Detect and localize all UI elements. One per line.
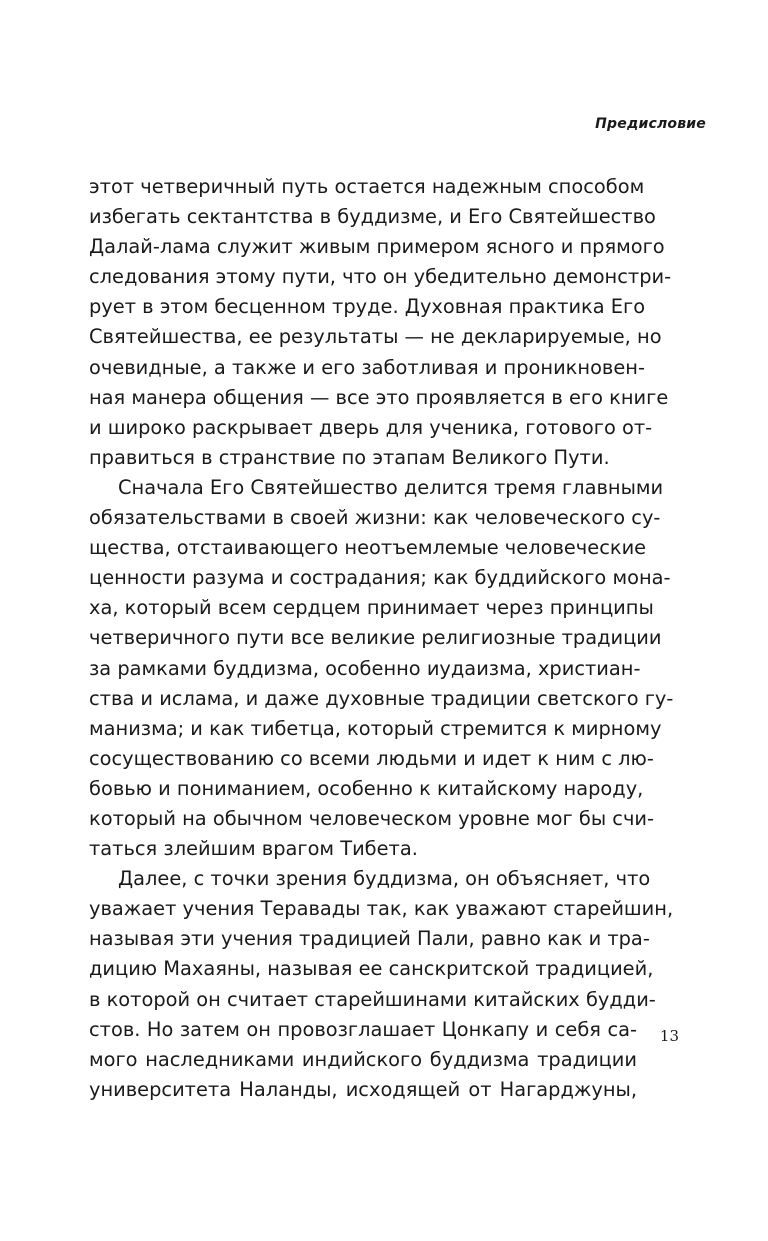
text-line: мого наследниками индийского буддизма традиции xyxy=(89,1047,637,1071)
text-line: манизма; и как тибетца, который стремится к мирному xyxy=(89,716,662,740)
paragraph xyxy=(89,473,674,864)
text-line: обязательствами в своей жизни: как человеческого су- xyxy=(89,506,661,530)
text-line: сосуществованию со всеми людьми и идет к ним с лю- xyxy=(89,746,654,770)
paragraph xyxy=(89,172,672,473)
page-number: 13 xyxy=(659,1027,679,1045)
text-line: называя эти учения традицией Пали, равно как и тра- xyxy=(89,927,650,951)
text-line: ства и ислама, и даже духовные традиции светского гу- xyxy=(89,686,674,710)
text-line: ха, который всем сердцем принимает через принципы xyxy=(89,596,654,620)
text-line: очевидные, а также и его заботливая и проникновен- xyxy=(89,355,645,379)
text-line: Далее, с точки зрения буддизма, он объясняет, что xyxy=(118,867,651,891)
text-line: Сначала Его Святейшество делится тремя главными xyxy=(118,475,664,499)
text-line: за рамками буддизма, особенно иудаизма, христиан- xyxy=(89,656,641,680)
text-line: ная манера общения — все это проявляется в его книге xyxy=(89,385,669,409)
text-line: ценности разума и сострадания; как буддийского мона- xyxy=(89,566,671,590)
text-line: четверичного пути все великие религиозные традиции xyxy=(89,626,662,650)
text-line: который на обычном человеческом уровне мог бы счи- xyxy=(89,806,655,830)
text-line: и широко раскрывает дверь для ученика, готового от- xyxy=(89,415,653,439)
text-line: дицию Махаяны, называя ее санскритской традицией, xyxy=(89,957,654,981)
text-line: избегать сектантства в буддизме, и Его Святейшество xyxy=(89,205,656,229)
text-line: Далай-лама служит живым примером ясного и прямого xyxy=(89,235,665,259)
text-line: Святейшества, ее результаты — не декларируемые, но xyxy=(89,325,662,349)
text-line: уважает учения Теравады так, как уважают старейшин, xyxy=(89,897,674,921)
text-line: этот четверичный путь остается надежным способом xyxy=(89,175,645,198)
text-line: бовью и пониманием, особенно к китайскому народу, xyxy=(89,776,644,800)
text-line: стов. Но затем он провозглашает Цонкапу и себя са- xyxy=(89,1017,637,1041)
text-line: правиться в странствие по этапам Великого Пути. xyxy=(89,445,610,469)
text-line: университета Наланды, исходящей от Нагарджуны, xyxy=(89,1077,637,1101)
running-header: Предисловие xyxy=(595,116,706,132)
text-line: таться злейшим врагом Тибета. xyxy=(89,837,418,861)
text-line: в которой он считает старейшинами китайских будди- xyxy=(89,987,656,1011)
text-line: следования этому пути, что он убедительно демонстри- xyxy=(89,265,672,289)
text-line: щества, отстаивающего неотъемлемые человеческие xyxy=(89,536,647,560)
text-line: рует в этом бесценном труде. Духовная практика Его xyxy=(89,295,646,319)
